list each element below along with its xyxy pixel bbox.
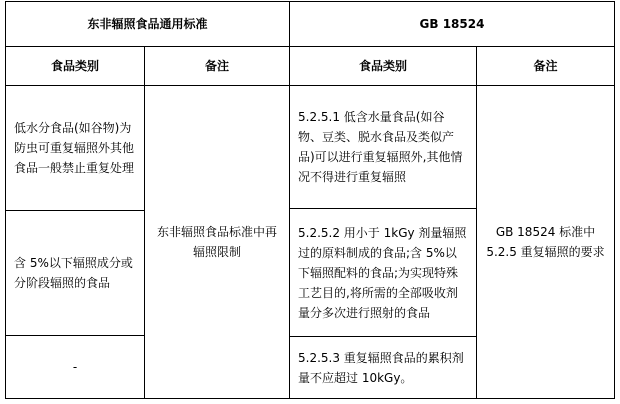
cell-5-2-5-3: 5.2.5.3 重复辐照食品的累积剂量不应超过 10kGy。 [298,350,464,385]
comparison-table [5,1,615,399]
cell-5-2-5-2: 5.2.5.2 用小于 1kGy 剂量辐照过的原料制成的食品;含 5%以下辐照配料的食品;为实现特殊工艺目的,将所需的全部吸收剂量分多次进行照射的食品 [298,225,467,320]
subheader-remarks-right: 备注 [533,59,558,73]
header-gb-18524: GB 18524 [419,17,485,31]
cell-east-africa-reirradiation-limit: 东非辐照食品标准中再辐照限制 [156,225,277,259]
subheader-food-category-left: 食品类别 [50,59,99,73]
cell-5-2-5-1: 5.2.5.1 低含水量食品(如谷物、豆类、脱水食品及类似产品)可以进行重复辐照外,其他情况不得进行重复辐照 [298,110,463,184]
subheader-food-category-right: 食品类别 [358,59,407,73]
cell-dash: - [72,360,78,374]
cell-5-percent-irradiated: 含 5%以下辐照成分或分阶段辐照的食品 [14,256,133,290]
subheader-remarks-left: 备注 [204,59,229,73]
cell-gb-5-2-5-requirement: GB 18524 标准中 5.2.5 重复辐照的要求 [486,225,605,259]
cell-low-moisture-food: 低水分食品(如谷物)为防虫可重复辐照外其他食品一般禁止重复处理 [14,121,135,175]
header-east-africa-standard: 东非辐照食品通用标准 [87,17,208,31]
